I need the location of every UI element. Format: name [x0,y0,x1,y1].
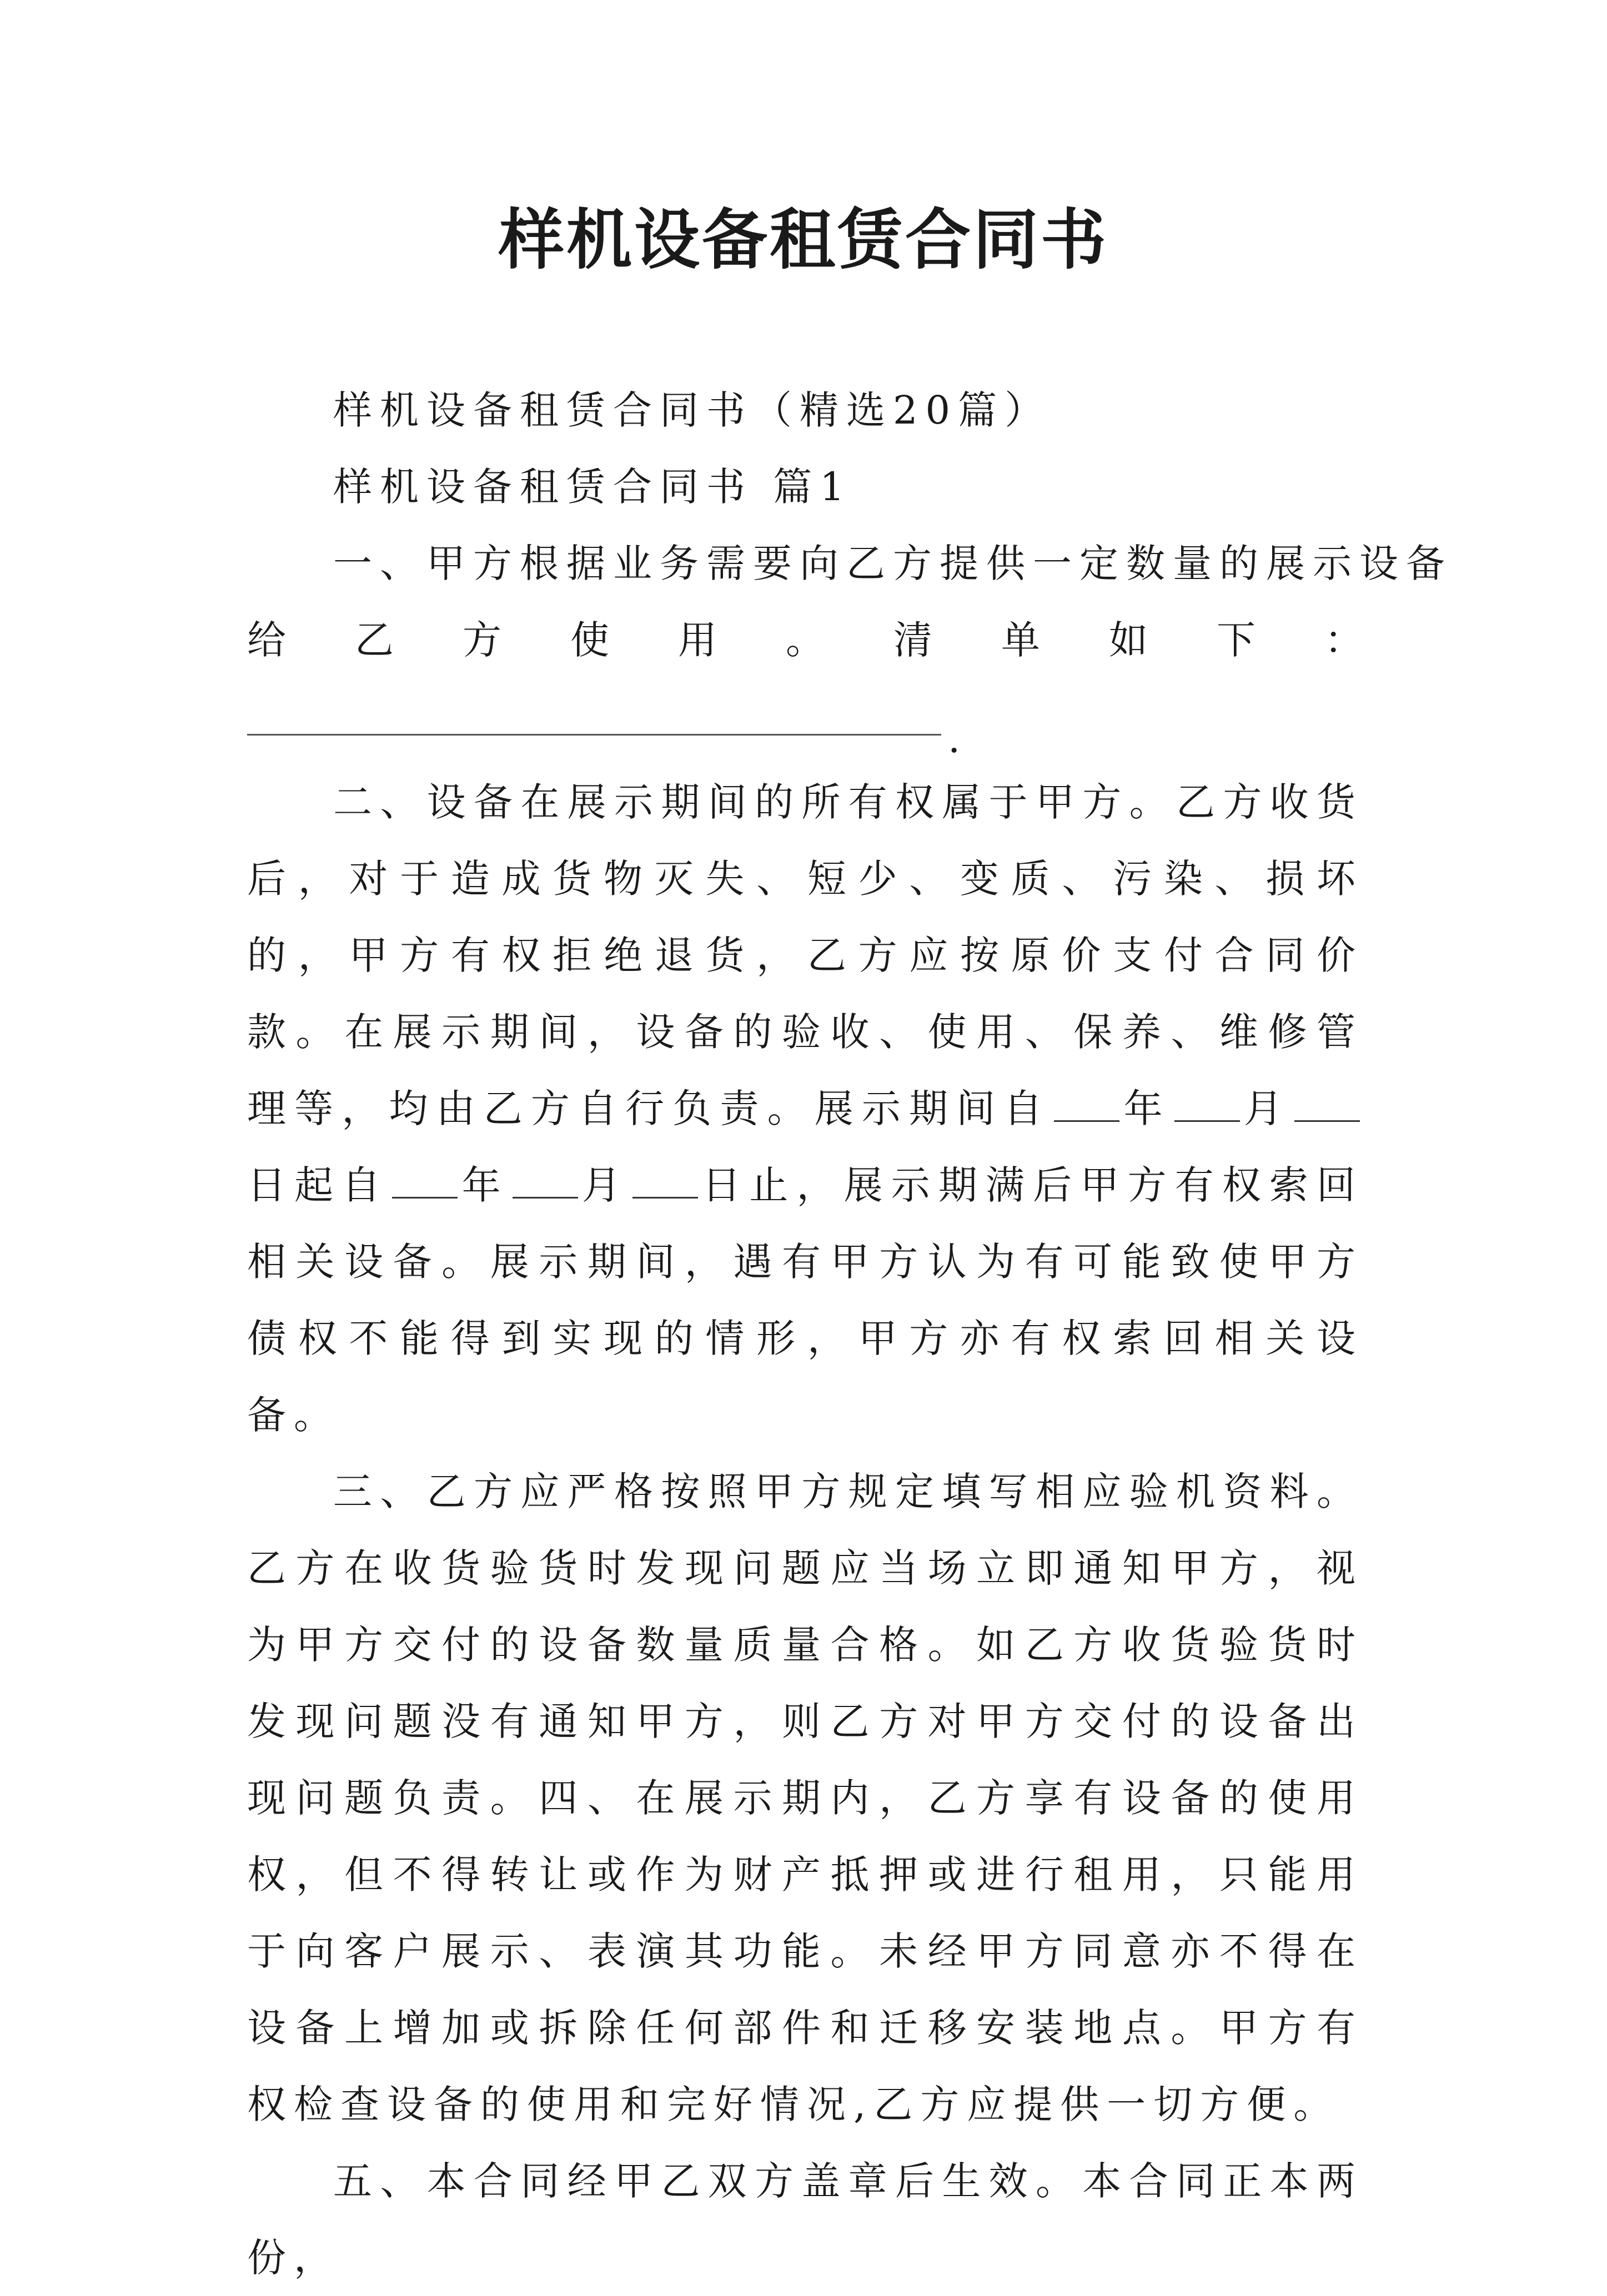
spread-char: 使 [570,617,609,663]
spread-char: 。 [786,617,825,663]
date-blank [632,1164,698,1199]
document-body [247,372,1453,2296]
clause-3: 三、乙方应严格按照甲方规定填写相应验机资料。乙方在收货验货时发现问题应当场立即通知甲方，视为甲方交付的设备数量质量合格。如乙方收货验货时发现问题没有通知甲方，则乙方对甲方交付的设备出现问题负责。四、在展示期内，乙方享有设备的使用权，但不得转让或作为财产抵押或进行租用，只能用于向客户展示、表演其功能。未经甲方同意亦不得在设备上增加或拆除任何部件和迁移安装地点。甲方有权检查设备的使用和完好情况,乙方应提供一切方便。 [247,1469,1363,2127]
date-unit: 年 [1123,1086,1171,1131]
clause-2-part-2: 展示期满后甲方有权索回相关设备。展示期间，遇有甲方认为有可能致使甲方债权不能得到实现的情形，甲方亦有权索回相关设备。 [247,1162,1364,1438]
document-title: 样机设备租赁合同书 [498,201,1108,278]
clause-1-line-1: 一、甲方根据业务需要向乙方提供一定数量的展示设备 [333,541,1453,586]
date-blank [1294,1087,1360,1122]
spread-char: 清 [893,617,932,663]
date-blank [1174,1087,1240,1122]
spread-char: 单 [1001,617,1040,663]
document-subtitle: 样机设备租赁合同书（精选20篇） [333,387,1052,433]
clause-2 [247,764,1363,1453]
spread-char: 下 [1217,617,1256,663]
date-blank [1054,1087,1119,1122]
date-unit: 月 [581,1162,630,1208]
section-heading: 样机设备租赁合同书 篇1 [333,464,852,510]
clause-5: 五、本合同经甲乙双方盖章后生效。本合同正本两份， [247,2158,1363,2280]
date-blank [513,1164,578,1199]
date-blank [392,1164,458,1199]
date-unit: 月 [1243,1086,1292,1131]
clause-1-spread-line [247,602,1363,678]
spread-char: 如 [1109,617,1148,663]
date-unit: 年 [461,1162,509,1208]
spread-char: 乙 [355,617,394,663]
date-unit: 日起自 [247,1162,389,1208]
spread-char: 用 [678,617,717,663]
spread-char: 给 [247,617,286,663]
blank-rule [247,734,941,736]
spread-char: 方 [463,617,501,663]
clause-2-part-1: 二、设备在展示期间的所有权属于甲方。乙方收货后，对于造成货物灭失、短少、变质、污染、损坏的，甲方有权拒绝退货，乙方应按原价支付合同价款。在展示期间，设备的验收、使用、保养、维修管理等，均由乙方自行负责。展示期间自 [247,779,1363,1131]
date-unit: 日止， [701,1162,844,1208]
fill-in-blank-line [247,678,1363,762]
spread-char: ： [1324,617,1363,663]
blank-end-dot: . [948,716,968,762]
